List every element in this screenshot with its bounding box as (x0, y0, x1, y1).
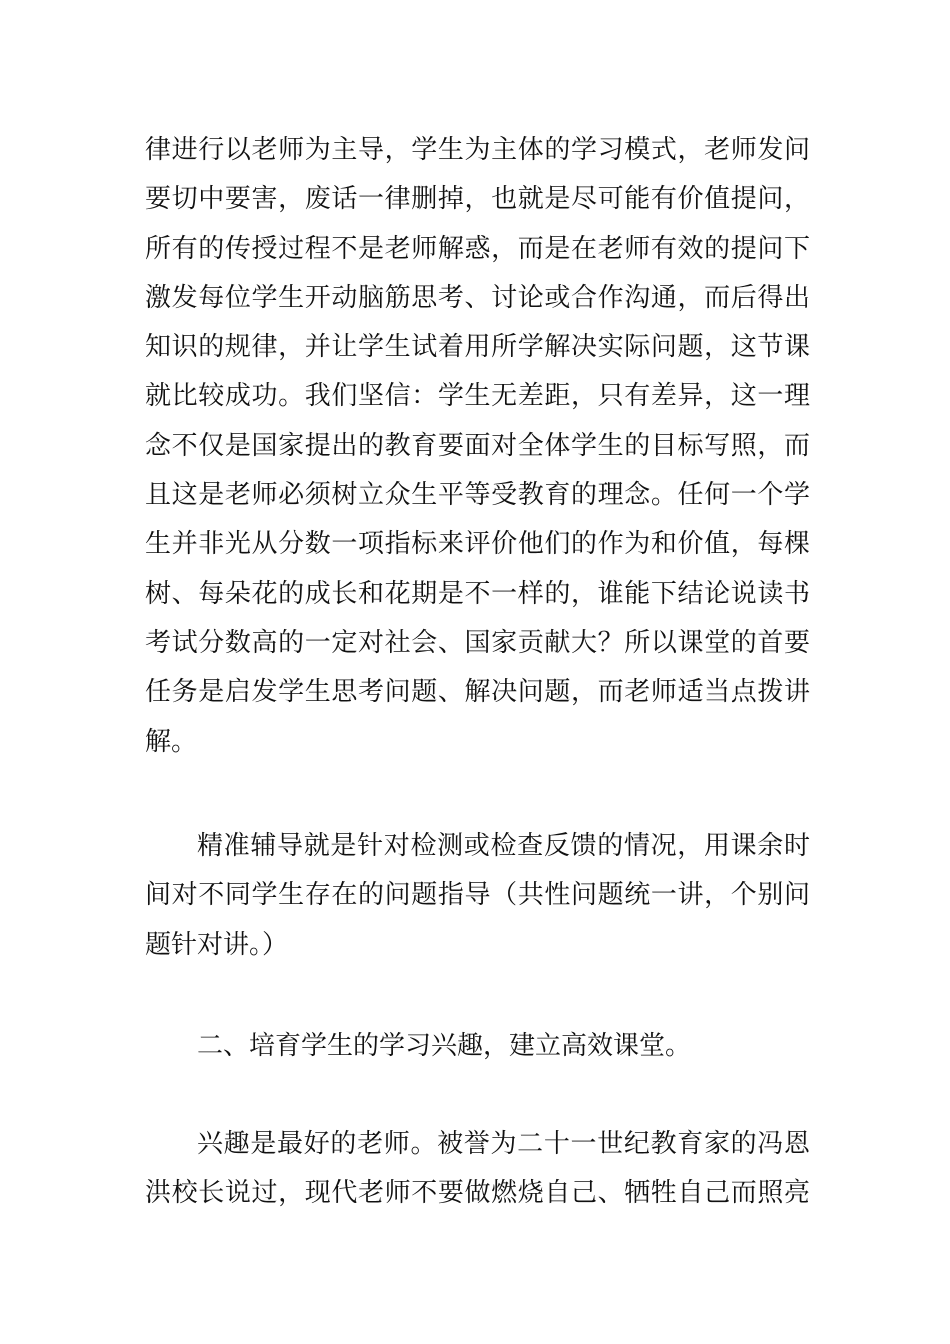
paragraph-line: 所有的传授过程不是老师解惑，而是在老师有效的提问下 (145, 233, 810, 264)
paragraph-line: 洪校长说过，现代老师不要做燃烧自己、牺牲自己而照亮 (145, 1178, 810, 1209)
paragraph-line: 精准辅导就是针对检测或检查反馈的情况，用课余时 (197, 831, 810, 861)
section-heading (145, 1022, 810, 1071)
paragraph-line: 知识的规律，并让学生试着用所学解决实际问题，这节课 (145, 332, 810, 363)
paragraph-line: 念不仅是国家提出的教育要面对全体学生的目标写照，而 (145, 430, 810, 461)
paragraph-line: 间对不同学生存在的问题指导（共性问题统一讲，个别问 (145, 880, 810, 911)
paragraph-line: 题针对讲。） (145, 929, 289, 960)
paragraph-line: 兴趣是最好的老师。被誉为二十一世纪教育家的冯恩 (197, 1129, 810, 1159)
paragraph-1 (145, 126, 810, 767)
paragraph-line: 解。 (145, 726, 198, 757)
paragraph-line: 要切中要害，废话一律删掉，也就是尽可能有价值提问， (145, 184, 810, 215)
paragraph-line: 生并非光从分数一项指标来评价他们的作为和价值，每棵 (145, 529, 810, 560)
paragraph-line: 就比较成功。我们坚信：学生无差距，只有差异，这一理 (145, 381, 810, 412)
paragraph-line: 激发每位学生开动脑筋思考、讨论或合作沟通，而后得出 (145, 282, 810, 313)
paragraph-3 (145, 1120, 810, 1219)
paragraph-line: 树、每朵花的成长和花期是不一样的，谁能下结论说读书 (145, 578, 810, 609)
paragraph-line: 任务是启发学生思考问题、解决问题，而老师适当点拨讲 (145, 677, 810, 708)
paragraph-line: 律进行以老师为主导，学生为主体的学习模式，老师发问 (145, 135, 810, 165)
paragraph-2 (145, 822, 810, 970)
paragraph-line: 考试分数高的一定对社会、国家贡献大？所以课堂的首要 (145, 627, 810, 658)
paragraph-line: 且这是老师必须树立众生平等受教育的理念。任何一个学 (145, 480, 810, 511)
heading-text: 二、培育学生的学习兴趣，建立高效课堂。 (197, 1031, 692, 1061)
